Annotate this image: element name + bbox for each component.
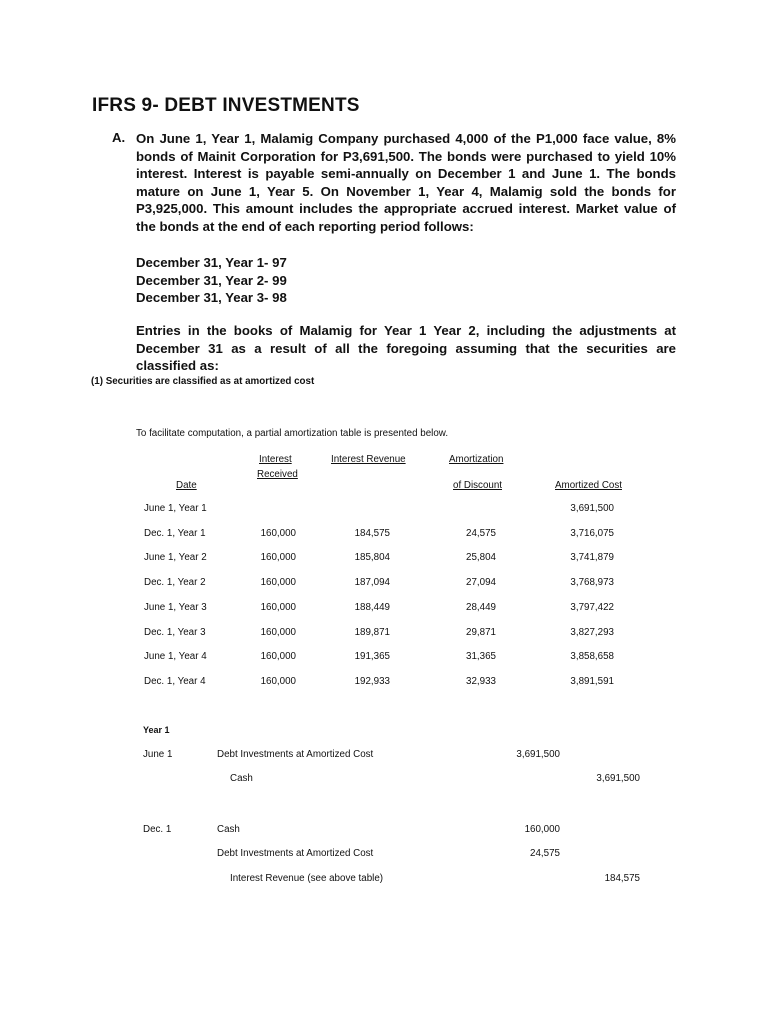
- journal-credit-account: Interest Revenue (see above table): [230, 873, 384, 884]
- cell-amortization: 29,871: [466, 626, 496, 638]
- cell-interest-revenue: 184,575: [354, 527, 390, 539]
- journal-debit-amount-2: 24,575: [530, 848, 560, 859]
- market-value-list: [136, 254, 287, 307]
- cell-amortization: 25,804: [466, 552, 496, 564]
- cell-date: June 1, Year 3: [144, 601, 207, 613]
- header-of-discount: of Discount: [453, 480, 503, 491]
- cell-amortization: 24,575: [466, 527, 496, 539]
- journal-credit-amount: 3,691,500: [596, 773, 640, 784]
- journal-debit-account: Debt Investments at Amortized Cost: [217, 749, 374, 760]
- cell-amortized-cost: 3,741,879: [570, 552, 614, 564]
- cell-amortized-cost: 3,827,293: [570, 626, 614, 638]
- cell-amortized-cost: 3,858,658: [570, 651, 614, 663]
- journal-date: Dec. 1: [143, 824, 172, 835]
- cell-interest-revenue: 192,933: [354, 675, 390, 687]
- cell-interest-revenue: 191,365: [354, 651, 390, 663]
- cell-date: June 1, Year 2: [144, 552, 207, 564]
- cell-interest-received: 160,000: [260, 601, 296, 613]
- cell-interest-received: 160,000: [260, 675, 296, 687]
- cell-amortization: 27,094: [466, 577, 496, 589]
- journal-year-label: Year 1: [143, 725, 170, 735]
- cell-amortized-cost: 3,891,591: [570, 675, 614, 687]
- market-value-item: December 31, Year 3- 98: [136, 290, 287, 305]
- cell-amortized-cost: 3,691,500: [570, 503, 614, 514]
- cell-interest-received: 160,000: [260, 626, 296, 638]
- header-amortization: Amortization: [449, 454, 504, 465]
- cell-amortization: 31,365: [466, 651, 496, 663]
- section-heading: (1) Securities are classified as at amortized cost: [91, 376, 315, 387]
- journal-credit-account: Cash: [230, 773, 253, 784]
- header-date: Date: [176, 480, 197, 491]
- cell-amortization: 32,933: [466, 675, 496, 687]
- cell-date: Dec. 1, Year 1: [144, 527, 206, 539]
- cell-interest-revenue: 189,871: [354, 626, 390, 638]
- cell-interest-received: 160,000: [260, 651, 296, 663]
- header-interest-revenue: Interest Revenue: [331, 454, 406, 465]
- header-received: Received: [257, 469, 298, 480]
- header-interest: Interest: [259, 454, 292, 465]
- journal-debit-account-2: Debt Investments at Amortized Cost: [217, 848, 374, 859]
- cell-interest-received: 160,000: [260, 577, 296, 589]
- page-title: IFRS 9- DEBT INVESTMENTS: [92, 95, 360, 116]
- journal-debit-account: Cash: [217, 824, 240, 835]
- cell-amortization: 28,449: [466, 601, 496, 613]
- cell-amortized-cost: 3,716,075: [570, 527, 614, 539]
- journal-credit-amount: 184,575: [604, 873, 640, 884]
- journal-date: June 1: [143, 749, 173, 760]
- cell-date: June 1, Year 4: [144, 651, 207, 663]
- header-amortized-cost: Amortized Cost: [555, 480, 622, 491]
- market-value-item: December 31, Year 2- 99: [136, 272, 287, 288]
- cell-interest-revenue: 187,094: [354, 577, 390, 589]
- entries-text: Entries in the books of Malamig for Year 1 Year 2, including the adjustments at December 31 as a result of all the foregoing assuming that the securities are classified as:: [136, 323, 676, 374]
- cell-interest-revenue: 185,804: [354, 552, 390, 564]
- cell-amortized-cost: 3,797,422: [570, 601, 614, 613]
- cell-interest-revenue: 188,449: [354, 601, 390, 613]
- cell-date: June 1, Year 1: [144, 503, 207, 514]
- problem-text: On June 1, Year 1, Malamig Company purchased 4,000 of the P1,000 face value, 8% bonds of Mainit Corporation for P3,691,500. The bonds were purchased to yield 10% interest. Interest is payable semi-annually on December 1 and June 1. The bonds mature on June 1, Year 5. On November 1, Year 4, Malamig sold the bonds for P3,925,000. This amount includes the appropriate accrued interest. Market value of the bonds at the end of each reporting period follows:: [136, 131, 676, 234]
- cell-interest-received: 160,000: [260, 527, 296, 539]
- cell-date: Dec. 1, Year 4: [144, 675, 206, 687]
- cell-date: Dec. 1, Year 2: [144, 577, 206, 589]
- journal-debit-amount: 3,691,500: [516, 749, 560, 760]
- problem-label: A.: [112, 130, 126, 145]
- journal-debit-amount: 160,000: [524, 824, 560, 835]
- cell-interest-received: 160,000: [260, 552, 296, 564]
- market-value-item: December 31, Year 1- 97: [136, 255, 287, 270]
- cell-amortized-cost: 3,768,973: [570, 577, 614, 589]
- table-note: To facilitate computation, a partial amortization table is presented below.: [136, 428, 449, 439]
- cell-date: Dec. 1, Year 3: [144, 626, 206, 638]
